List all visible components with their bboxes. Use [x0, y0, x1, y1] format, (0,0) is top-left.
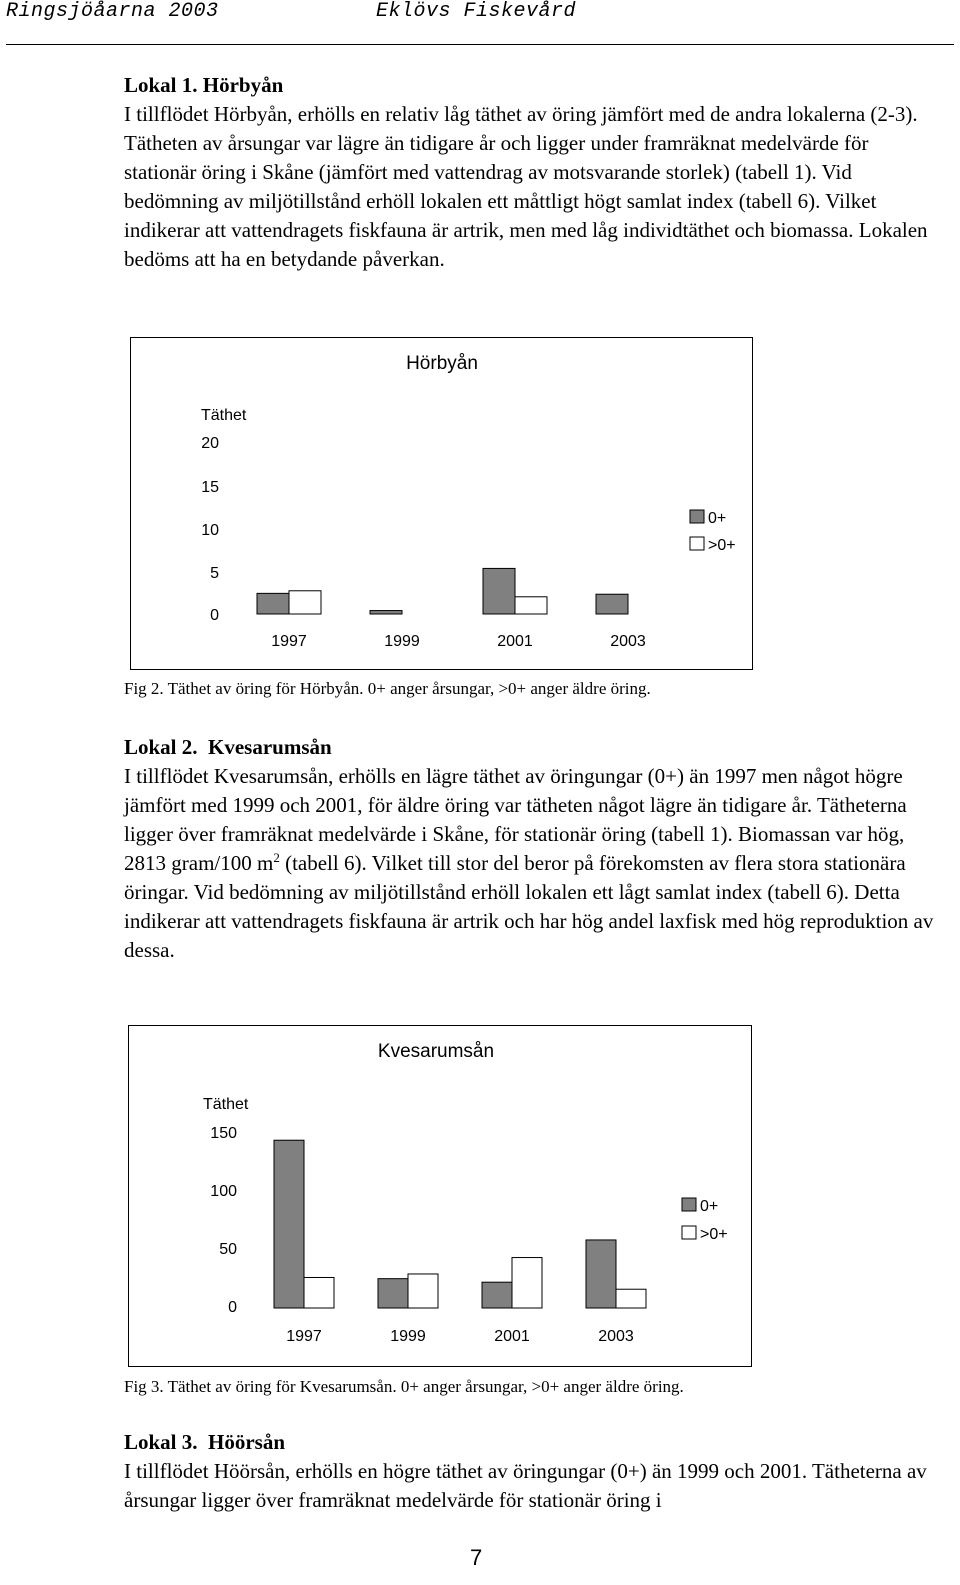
page-number: 7	[470, 1545, 483, 1570]
chart1-xtick-label: 2003	[610, 633, 646, 650]
chart2-legend-label: 0+	[700, 1198, 719, 1215]
section-lokal-3	[124, 1428, 944, 1515]
chart-horbyan	[130, 337, 753, 670]
chart2-bar-older	[512, 1258, 542, 1308]
chart1-bar-age0	[483, 568, 515, 614]
chart1-bar-age0	[596, 594, 628, 614]
header-left: Ringsjöåarna 2003	[6, 0, 219, 23]
chart2-title: Kvesarumsån	[377, 1041, 495, 1062]
chart1-ytick-label: 5	[210, 565, 219, 582]
chart2-legend-swatch	[682, 1226, 696, 1239]
chart2-xtick-label: 1999	[390, 1328, 426, 1345]
chart2-bar-older	[304, 1277, 334, 1308]
chart1-xtick-label: 1999	[384, 633, 420, 650]
chart1-bar-age0	[257, 593, 289, 614]
chart1-ytick-label: 15	[201, 479, 219, 496]
chart2-ytick-label: 0	[228, 1299, 237, 1316]
chart2-bar-age0	[586, 1240, 616, 1308]
lokal-3-heading-prefix: Lokal 3.	[124, 1430, 198, 1454]
chart-kvesarumsan-svg	[129, 1026, 751, 1366]
chart1-bar-older	[515, 597, 547, 614]
lokal-3-heading	[124, 1428, 944, 1457]
chart2-bar-age0	[274, 1140, 304, 1308]
chart2-bar-age0	[378, 1279, 408, 1308]
chart1-bar-older	[289, 591, 321, 614]
section-lokal-1	[124, 71, 944, 274]
chart2-xtick-label: 2001	[494, 1328, 530, 1345]
chart1-legend-swatch	[690, 537, 704, 550]
fig-3-caption: Fig 3. Täthet av öring för Kvesarumsån. 0+ anger årsungar, >0+ anger äldre öring.	[124, 1377, 684, 1396]
chart1-legend-label: >0+	[708, 537, 736, 554]
header-right: Eklövs Fiskevård	[376, 0, 577, 23]
chart2-xtick-label: 2003	[598, 1328, 634, 1345]
chart1-xtick-label: 2001	[497, 633, 533, 650]
lokal-2-superscript: 2	[273, 850, 280, 865]
page-header	[0, 0, 960, 48]
chart2-ytick-label: 50	[219, 1241, 237, 1258]
lokal-2-heading	[124, 733, 944, 762]
lokal-2-body	[124, 762, 944, 965]
section-lokal-2	[124, 733, 944, 965]
lokal-3-heading-name: Höörsån	[208, 1430, 286, 1454]
fig-2-caption: Fig 2. Täthet av öring för Hörbyån. 0+ anger årsungar, >0+ anger äldre öring.	[124, 679, 651, 698]
lokal-1-body: I tillflödet Hörbyån, erhölls en relativ låg täthet av öring jämfört med de andra lokalerna (2-3). Tätheten av årsungar var lägre än tidigare år och ligger under framräknat medelvärde för stationär öring i Skåne (jämfört med vattendrag av motsvarande storlek) (tabell 1). Vid bedömning av miljötillstånd erhöll lokalen ett måttligt högt samlat index (tabell 6). Vilket indikerar att vattendragets fiskfauna är artrik, men med låg individtäthet och biomassa. Lokalen bedöms att ha en betydande påverkan.	[124, 102, 928, 271]
lokal-2-heading-name: Kvesarumsån	[208, 735, 332, 759]
lokal-2-heading-prefix: Lokal 2.	[124, 735, 198, 759]
chart1-ytick-label: 0	[210, 607, 219, 624]
chart1-legend-swatch	[690, 510, 704, 523]
chart1-title: Hörbyån	[406, 353, 478, 374]
lokal-3-body: I tillflödet Höörsån, erhölls en högre täthet av öringungar (0+) än 1999 och 2001. Tätheterna av årsungar ligger över framräknat medelvärde för stationär öring i	[124, 1459, 927, 1512]
chart2-ytick-label: 100	[210, 1183, 237, 1200]
lokal-1-heading: Lokal 1. Hörbyån	[124, 73, 284, 97]
chart-kvesarumsan	[128, 1025, 752, 1367]
chart2-legend-swatch	[682, 1198, 696, 1211]
chart1-ytick-label: 10	[201, 522, 219, 539]
chart1-bar-age0	[370, 611, 402, 614]
chart1-ylabel: Täthet	[201, 407, 247, 424]
chart2-bar-age0	[482, 1282, 512, 1308]
chart2-legend-label: >0+	[700, 1226, 728, 1243]
chart1-xtick-label: 1997	[271, 633, 307, 650]
header-rule	[6, 44, 954, 45]
chart2-bar-older	[408, 1274, 438, 1308]
lokal-2-body-part-2: (tabell 6). Vilket till stor del beror på förekomsten av flera stora stationära öringar. Vid bedömning av miljötillstånd erhöll lokalen ett lågt samlat index (tabell 6). Detta indikerar att vattendragets fiskfauna är artrik och har hög andel laxfisk med hög reproduktion av dessa.	[124, 851, 934, 962]
chart2-bar-older	[616, 1289, 646, 1308]
chart-horbyan-svg	[131, 338, 752, 669]
chart2-xtick-label: 1997	[286, 1328, 322, 1345]
chart1-ytick-label: 20	[201, 435, 219, 452]
chart2-ytick-label: 150	[210, 1125, 237, 1142]
lokal-2-body-part-1: I tillflödet Kvesarumsån, erhölls en lägre täthet av öringungar (0+) än 1997 men något högre jämfört med 1999 och 2001, för äldre öring var tätheten något lägre än tidigare år. Tätheterna ligger över framräknat medelvärde i Skåne, för stationär öring (tabell 1). Biomassan var hög, 2813 gram/100 m	[124, 764, 907, 875]
chart1-legend-label: 0+	[708, 510, 727, 527]
chart2-ylabel: Täthet	[203, 1096, 249, 1113]
